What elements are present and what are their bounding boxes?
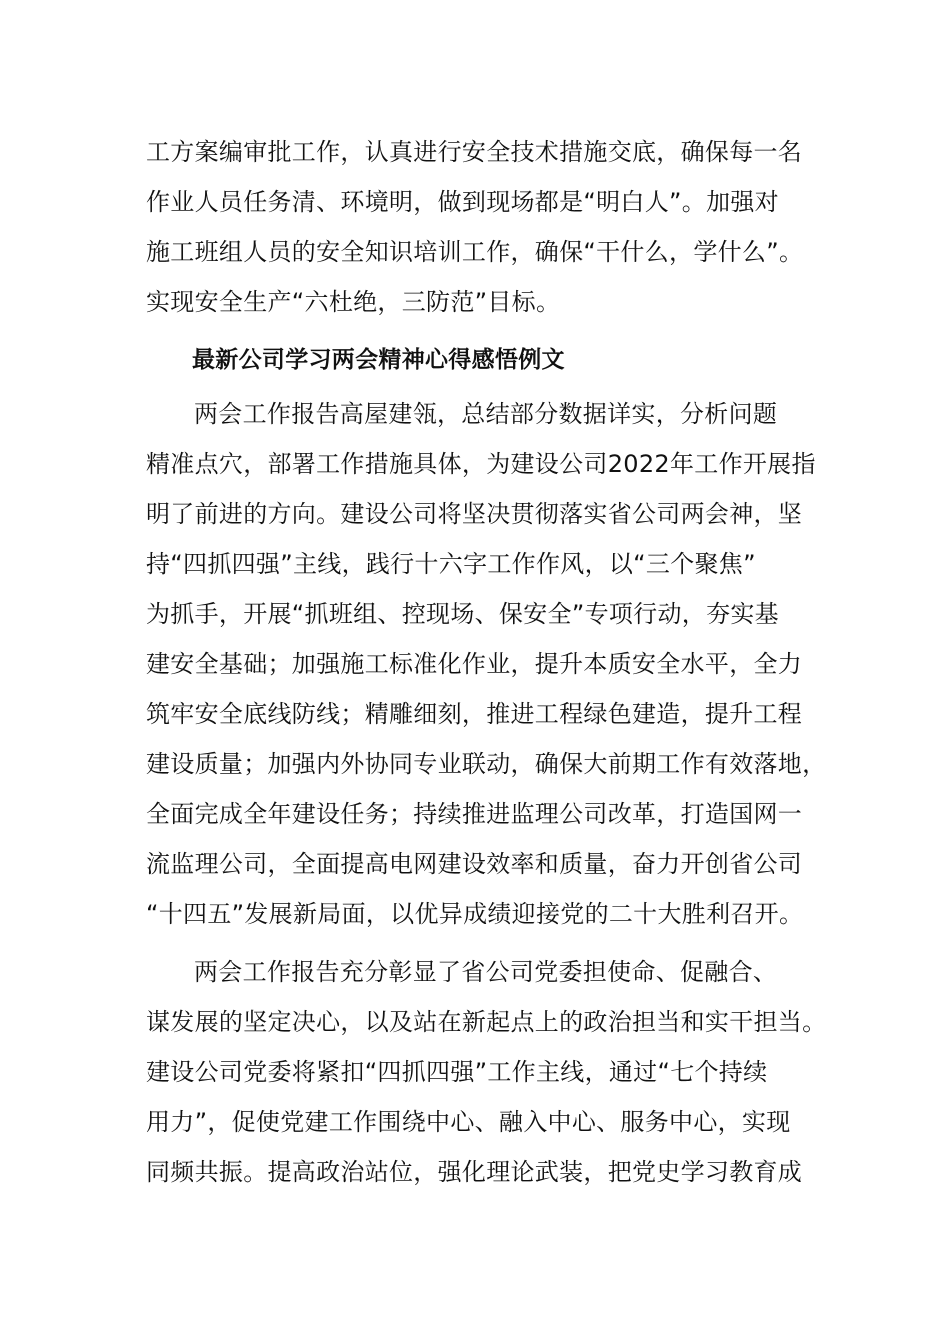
text-line: 明了前进的方向。建设公司将坚决贯彻落实省公司两会神，坚: [146, 500, 803, 528]
text-line: 作业人员任务清、环境明，做到现场都是“明白人”。加强对: [146, 188, 779, 216]
text-line: “十四五”发展新局面，以优异成绩迎接党的二十大胜利召开。: [146, 900, 804, 928]
text-line: 流监理公司，全面提高电网建设效率和质量，奋力开创省公司: [146, 850, 803, 878]
text-line: 建设质量；加强内外协同专业联动，确保大前期工作有效落地，: [146, 750, 827, 778]
text-line: 两会工作报告充分彰显了省公司党委担使命、促融合、: [194, 958, 778, 986]
text-line: 施工班组人员的安全知识培训工作，确保“干什么，学什么”。: [146, 238, 804, 266]
text-line: 建设公司党委将紧扣“四抓四强”工作主线，通过“七个持续: [146, 1058, 768, 1086]
text-line: 全面完成全年建设任务；持续推进监理公司改革，打造国网一: [146, 800, 803, 828]
text-line: 两会工作报告高屋建瓴，总结部分数据详实，分析问题: [194, 400, 778, 428]
text-line: 为抓手，开展“抓班组、控现场、保安全”专项行动，夯实基: [146, 600, 779, 628]
text-line: 工方案编审批工作，认真进行安全技术措施交底，确保每一名: [146, 138, 803, 166]
text-line: 筑牢安全底线防线；精雕细刻，推进工程绿色建造，提升工程: [146, 700, 803, 728]
text-line: 用力”，促使党建工作围绕中心、融入中心、服务中心，实现: [146, 1108, 791, 1136]
text-line: 谋发展的坚定决心，以及站在新起点上的政治担当和实干担当。: [146, 1008, 827, 1036]
text-line: 实现安全生产“六杜绝，三防范”目标。: [146, 288, 561, 316]
text-line: 建安全基础；加强施工标准化作业，提升本质安全水平，全力: [146, 650, 803, 678]
text-line: 同频共振。提高政治站位，强化理论武装，把党史学习教育成: [146, 1158, 803, 1186]
text-line: 持“四抓四强”主线，践行十六字工作作风，以“三个聚焦”: [146, 550, 756, 578]
text-line: 精准点穴，部署工作措施具体，为建设公司2022年工作开展指: [146, 450, 816, 478]
section-heading: 最新公司学习两会精神心得感悟例文: [192, 347, 565, 373]
